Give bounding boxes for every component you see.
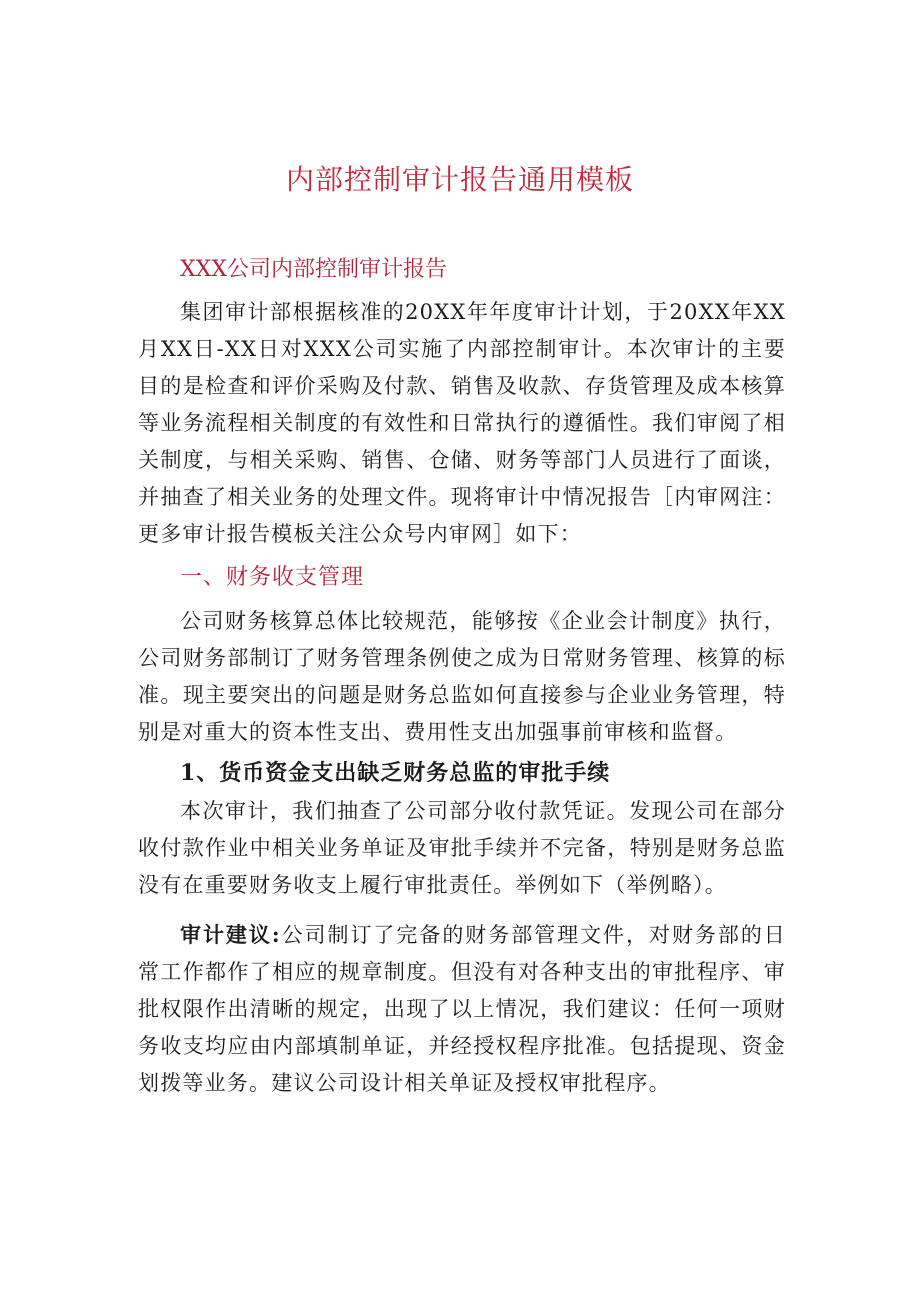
audit-suggestion-label: 审计建议: [180,922,281,947]
item-body-cash: 本次审计，我们抽查了公司部分收付款凭证。发现公司在部分收付款作业中相关业务单证及审批手续并不完备，特别是财务总监没有在重要财务收支上履行审批责任。举例如下（举例略）。 [138,799,786,897]
report-subtitle: XXX公司内部控制审计报告 [180,257,447,282]
document-title: 内部控制审计报告通用模板 [285,163,634,196]
item-heading-cash: 1、货币资金支出缺乏财务总监的审批手续 [180,760,611,786]
document-body [138,250,786,1102]
audit-suggestion-text: 公司制订了完备的财务部管理文件，对财务部的日常工作都作了相应的规章制度。但没有对各种支出的审批程序、审批权限作出清晰的规定，出现了以上情况，我们建议：任何一项财务收支均应由内部填制单证，并经授权程序批准。包括提现、资金划拨等业务。建议公司设计相关单证及授权审批程序。 [138,923,786,1095]
section-heading-finance: 一、财务收支管理 [180,565,365,590]
audit-suggestion-paragraph [138,916,786,1102]
intro-paragraph: 集团审计部根据核准的20XX年年度审计计划，于20XX年XX月XX日-XX日对XXX公司实施了内部控制审计。本次审计的主要目的是检查和评价采购及付款、销售及收款、存货管理及成本核算等业务流程相关制度的有效性和日常执行的遵循性。我们审阅了相关制度，与相关采购、销售、仓储、财务等部门人员进行了面谈，并抽查了相关业务的处理文件。现将审计中情况报告［内审网注：更多审计报告模板关注公众号内审网］如下： [138,300,786,546]
section-body-finance: 公司财务核算总体比较规范，能够按《企业会计制度》执行，公司财务部制订了财务管理条例使之成为日常财务管理、核算的标准。现主要突出的问题是财务总监如何直接参与企业业务管理，特别是对重大的资本性支出、费用性支出加强事前审核和监督。 [138,609,786,744]
